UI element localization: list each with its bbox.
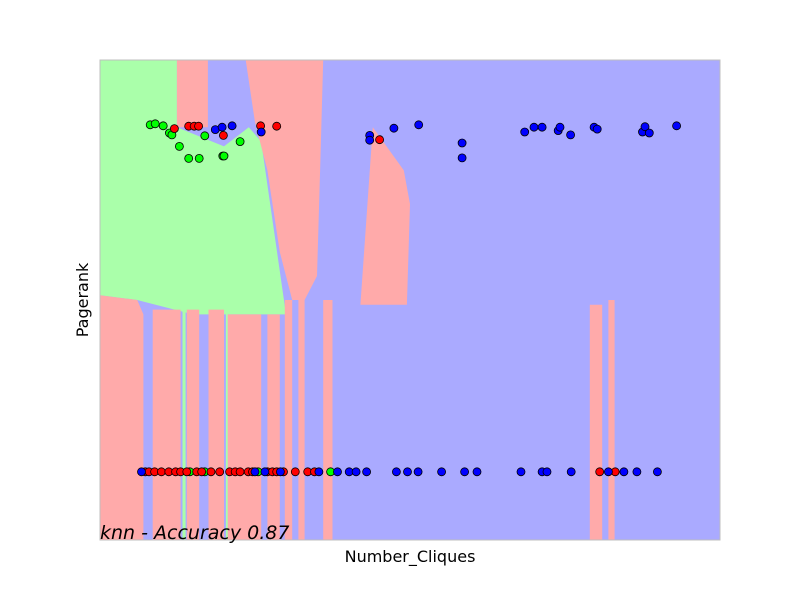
region-red-5 <box>100 295 143 540</box>
point-blue-1 <box>218 123 226 131</box>
point-blue-10 <box>521 128 529 136</box>
point-blue-6 <box>390 124 398 132</box>
point-red-18 <box>207 468 215 476</box>
region-red-12 <box>298 300 304 540</box>
region-red-15 <box>608 300 614 540</box>
point-green-8 <box>195 154 203 162</box>
point-blue-43 <box>633 468 641 476</box>
point-blue-40 <box>567 468 575 476</box>
point-red-15 <box>183 468 191 476</box>
accuracy-annotation: knn - Accuracy 0.87 <box>100 522 290 544</box>
point-blue-32 <box>404 468 412 476</box>
point-green-7 <box>185 154 193 162</box>
point-blue-2 <box>228 122 236 130</box>
point-blue-21 <box>673 122 681 130</box>
point-red-17 <box>198 468 206 476</box>
point-blue-3 <box>257 128 265 136</box>
point-blue-17 <box>593 125 601 133</box>
region-red-8 <box>209 310 225 540</box>
point-green-10 <box>236 138 244 146</box>
x-axis-label: Number_Cliques <box>344 547 476 566</box>
point-blue-23 <box>251 468 259 476</box>
point-blue-26 <box>315 468 323 476</box>
region-red-9 <box>227 314 261 540</box>
point-blue-29 <box>352 468 360 476</box>
region-red-14 <box>590 305 602 540</box>
point-red-22 <box>236 468 244 476</box>
point-blue-5 <box>366 136 374 144</box>
point-green-1 <box>151 120 159 128</box>
point-blue-24 <box>261 468 269 476</box>
point-blue-9 <box>458 154 466 162</box>
region-green-16 <box>183 310 186 540</box>
point-red-7 <box>376 136 384 144</box>
point-blue-14 <box>556 123 564 131</box>
point-green-11 <box>220 152 228 160</box>
point-blue-42 <box>620 468 628 476</box>
point-blue-22 <box>138 468 146 476</box>
region-red-2 <box>177 60 208 127</box>
point-blue-44 <box>653 468 661 476</box>
point-blue-7 <box>415 121 423 129</box>
point-blue-37 <box>517 468 525 476</box>
point-blue-12 <box>538 123 546 131</box>
point-green-2 <box>159 122 167 130</box>
region-red-6 <box>153 310 181 540</box>
point-red-19 <box>216 468 224 476</box>
point-blue-41 <box>604 468 612 476</box>
region-red-7 <box>187 310 199 540</box>
y-axis-label: Pagerank <box>73 262 92 338</box>
region-green-17 <box>226 310 228 540</box>
point-blue-39 <box>543 468 551 476</box>
point-blue-31 <box>392 468 400 476</box>
point-blue-33 <box>414 468 422 476</box>
point-blue-27 <box>334 468 342 476</box>
point-red-11 <box>157 468 165 476</box>
point-blue-36 <box>473 468 481 476</box>
point-blue-8 <box>458 139 466 147</box>
point-red-4 <box>219 131 227 139</box>
point-green-5 <box>201 132 209 140</box>
point-blue-34 <box>438 468 446 476</box>
point-blue-15 <box>567 131 575 139</box>
point-blue-25 <box>276 468 284 476</box>
region-red-10 <box>267 314 279 540</box>
decision-regions <box>100 60 720 540</box>
point-green-6 <box>175 142 183 150</box>
region-red-11 <box>285 300 292 540</box>
point-red-3 <box>195 122 203 130</box>
point-red-6 <box>273 122 281 130</box>
point-blue-35 <box>461 468 469 476</box>
point-blue-20 <box>645 129 653 137</box>
point-blue-11 <box>530 123 538 131</box>
point-red-0 <box>170 125 178 133</box>
point-red-29 <box>291 468 299 476</box>
point-blue-30 <box>363 468 371 476</box>
point-red-32 <box>596 468 604 476</box>
region-red-13 <box>323 300 332 540</box>
